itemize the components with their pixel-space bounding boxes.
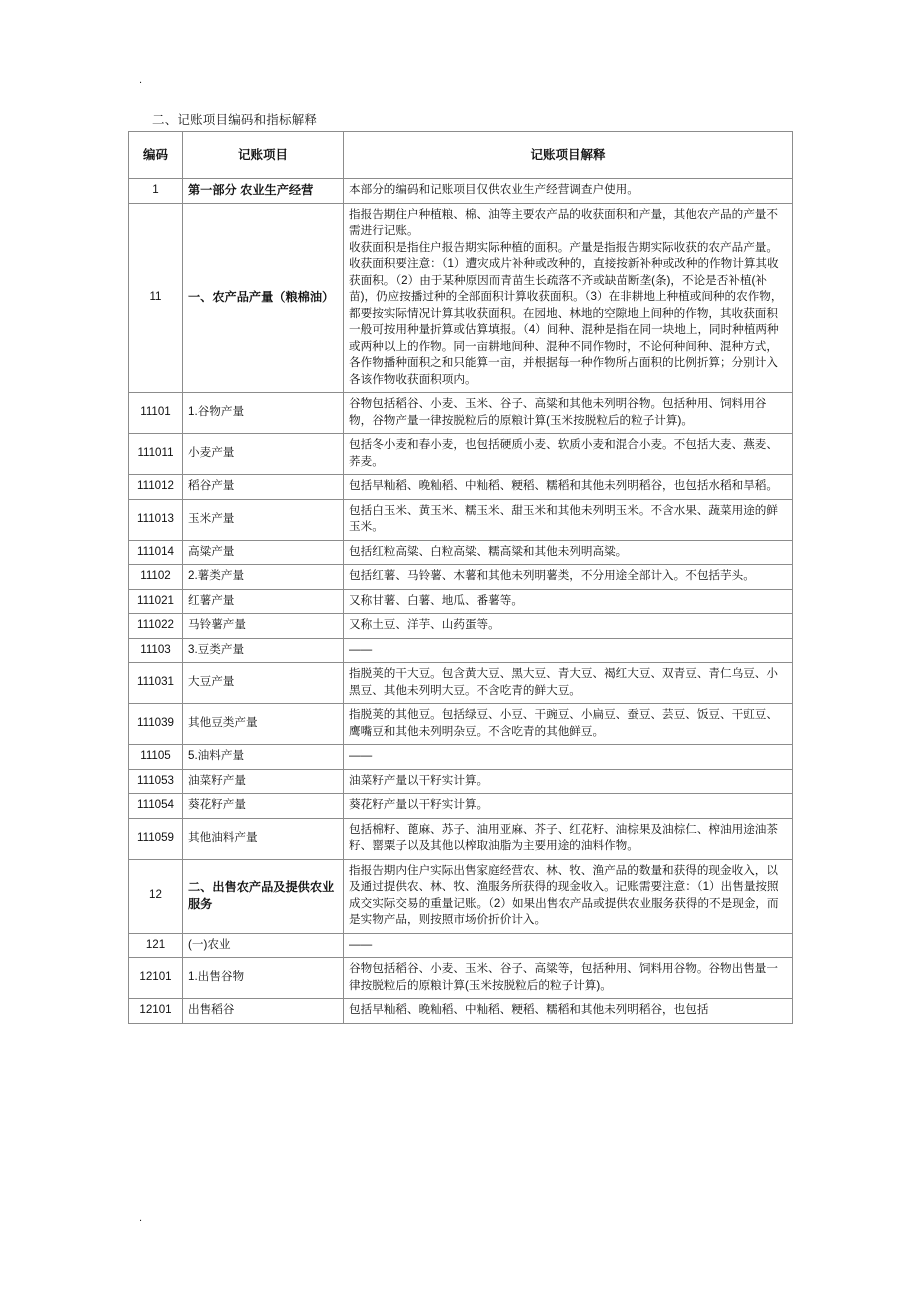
cell-item: 3.豆类产量 [183, 638, 344, 663]
cell-code: 121 [129, 933, 183, 958]
cell-description: 指脱荚的其他豆。包括绿豆、小豆、干豌豆、小扁豆、蚕豆、芸豆、饭豆、干豇豆、鹰嘴豆和其他未列明杂豆。不含吃青的其他鲜豆。 [344, 704, 793, 745]
cell-code: 11105 [129, 745, 183, 770]
cell-item: 其他油料产量 [183, 818, 344, 859]
cell-item: (一)农业 [183, 933, 344, 958]
table-row [129, 958, 793, 999]
table-row [129, 499, 793, 540]
cell-item: 小麦产量 [183, 434, 344, 475]
cell-description: 又称甘薯、白薯、地瓜、番薯等。 [344, 589, 793, 614]
cell-description: 指脱荚的干大豆。包含黄大豆、黑大豆、青大豆、褐红大豆、双青豆、青仁乌豆、小黑豆、其他未列明大豆。不含吃青的鲜大豆。 [344, 663, 793, 704]
cell-item: 第一部分 农业生产经营 [183, 179, 344, 204]
cell-description: 包括红粒高粱、白粒高粱、糯高粱和其他未列明高粱。 [344, 540, 793, 565]
top-page-mark: . [139, 74, 143, 86]
bottom-page-mark: . [139, 1212, 143, 1224]
codebook-table [128, 131, 793, 1024]
table-row [129, 179, 793, 204]
cell-code: 111054 [129, 794, 183, 819]
cell-code: 111039 [129, 704, 183, 745]
table-row [129, 393, 793, 434]
table-row [129, 565, 793, 590]
cell-item: 5.油料产量 [183, 745, 344, 770]
cell-item: 油菜籽产量 [183, 769, 344, 794]
cell-description: 指报告期内住户实际出售家庭经营农、林、牧、渔产品的数量和获得的现金收入，以及通过提供农、林、牧、渔服务所获得的现金收入。记账需要注意：（1）出售量按照成交实际交易的重量记账。（2）如果出售农产品或提供农业服务获得的不是现金，而是实物产品，则按照市场价折价计入。 [344, 859, 793, 933]
cell-item: 其他豆类产量 [183, 704, 344, 745]
cell-code: 111031 [129, 663, 183, 704]
cell-description: 谷物包括稻谷、小麦、玉米、谷子、高粱等，包括种用、饲料用谷物。谷物出售量一律按脱粒后的原粮计算(玉米按脱粒后的粒子计算)。 [344, 958, 793, 999]
cell-item: 2.薯类产量 [183, 565, 344, 590]
cell-description: 油菜籽产量以干籽实计算。 [344, 769, 793, 794]
table-row [129, 769, 793, 794]
cell-description: 包括白玉米、黄玉米、糯玉米、甜玉米和其他未列明玉米。不含水果、蔬菜用途的鲜玉米。 [344, 499, 793, 540]
cell-description: 指报告期住户种植粮、棉、油等主要农产品的收获面积和产量，其他农产品的产量不需进行记账。 收获面积是指住户报告期实际种植的面积。产量是指报告期实际收获的农产品产量。 收获面积要注意：（1）遭灾成片补种或改种的，直接按新补种或改种的作物计算其收获面积。（2）由于某种原因而青苗生长疏落不齐或缺苗断垄(条)，不论是否补植(补苗)，仍应按播过种的全部面积计算收获面积。（3）在非耕地上种植或间种的农作物，都要按实际情况计算其收获面积。在园地、林地的空隙地上间种的作物，其收获面积一般可按用种量折算或估算填报。（4）间种、混种是指在同一块地上，同时种植两种或两种以上的作物。同一亩耕地间种、混种不同作物时，不论何种间种、混种方式，各作物播种面积之和只能算一亩，并根据每一种作物所占面积的比例折算；分别计入各该作物收获面积项内。 [344, 203, 793, 393]
cell-code: 12101 [129, 958, 183, 999]
cell-code: 11102 [129, 565, 183, 590]
table-row [129, 933, 793, 958]
cell-code: 12101 [129, 999, 183, 1024]
table-row [129, 999, 793, 1024]
cell-item: 高粱产量 [183, 540, 344, 565]
cell-item: 二、出售农产品及提供农业服务 [183, 859, 344, 933]
column-header-code: 编码 [129, 132, 183, 179]
cell-code: 111014 [129, 540, 183, 565]
table-row [129, 704, 793, 745]
table-row [129, 434, 793, 475]
cell-item: 玉米产量 [183, 499, 344, 540]
cell-code: 1 [129, 179, 183, 204]
cell-code: 111022 [129, 614, 183, 639]
table-row [129, 589, 793, 614]
cell-code: 111012 [129, 475, 183, 500]
cell-description: 谷物包括稻谷、小麦、玉米、谷子、高粱和其他未列明谷物。包括种用、饲料用谷物，谷物产量一律按脱粒后的原粮计算(玉米按脱粒后的粒子计算)。 [344, 393, 793, 434]
cell-description: 包括冬小麦和春小麦，也包括硬质小麦、软质小麦和混合小麦。不包括大麦、燕麦、荞麦。 [344, 434, 793, 475]
cell-code: 11101 [129, 393, 183, 434]
cell-description: 包括红薯、马铃薯、木薯和其他未列明薯类，不分用途全部计入。不包括芋头。 [344, 565, 793, 590]
cell-description: —— [344, 933, 793, 958]
column-header-desc: 记账项目解释 [344, 132, 793, 179]
table-row [129, 540, 793, 565]
cell-item: 一、农产品产量（粮棉油） [183, 203, 344, 393]
cell-item: 1.谷物产量 [183, 393, 344, 434]
table-row [129, 663, 793, 704]
codebook-table-body [129, 132, 793, 1024]
cell-code: 111011 [129, 434, 183, 475]
cell-description: 葵花籽产量以干籽实计算。 [344, 794, 793, 819]
section-title: 二、记账项目编码和指标解释 [152, 113, 318, 127]
cell-description: 包括早籼稻、晚籼稻、中籼稻、粳稻、糯稻和其他未列明稻谷，也包括水稻和旱稻。 [344, 475, 793, 500]
cell-item: 大豆产量 [183, 663, 344, 704]
cell-code: 11 [129, 203, 183, 393]
cell-description: —— [344, 745, 793, 770]
cell-item: 1.出售谷物 [183, 958, 344, 999]
cell-code: 111013 [129, 499, 183, 540]
cell-item: 葵花籽产量 [183, 794, 344, 819]
table-row [129, 818, 793, 859]
table-row [129, 794, 793, 819]
table-row [129, 745, 793, 770]
cell-code: 12 [129, 859, 183, 933]
cell-code: 111053 [129, 769, 183, 794]
cell-description: 又称土豆、洋芋、山药蛋等。 [344, 614, 793, 639]
column-header-item: 记账项目 [183, 132, 344, 179]
table-header-row [129, 132, 793, 179]
table-row [129, 475, 793, 500]
cell-code: 111059 [129, 818, 183, 859]
cell-code: 111021 [129, 589, 183, 614]
cell-description: 包括棉籽、蓖麻、苏子、油用亚麻、芥子、红花籽、油棕果及油棕仁、榨油用途油茶籽、罂粟子以及其他以榨取油脂为主要用途的油料作物。 [344, 818, 793, 859]
cell-description: 本部分的编码和记账项目仅供农业生产经营调查户使用。 [344, 179, 793, 204]
cell-code: 11103 [129, 638, 183, 663]
table-row [129, 638, 793, 663]
table-row [129, 203, 793, 393]
cell-item: 稻谷产量 [183, 475, 344, 500]
cell-item: 马铃薯产量 [183, 614, 344, 639]
cell-description: —— [344, 638, 793, 663]
cell-description: 包括早籼稻、晚籼稻、中籼稻、粳稻、糯稻和其他未列明稻谷，也包括 [344, 999, 793, 1024]
table-row [129, 859, 793, 933]
table-row [129, 614, 793, 639]
cell-item: 出售稻谷 [183, 999, 344, 1024]
cell-item: 红薯产量 [183, 589, 344, 614]
